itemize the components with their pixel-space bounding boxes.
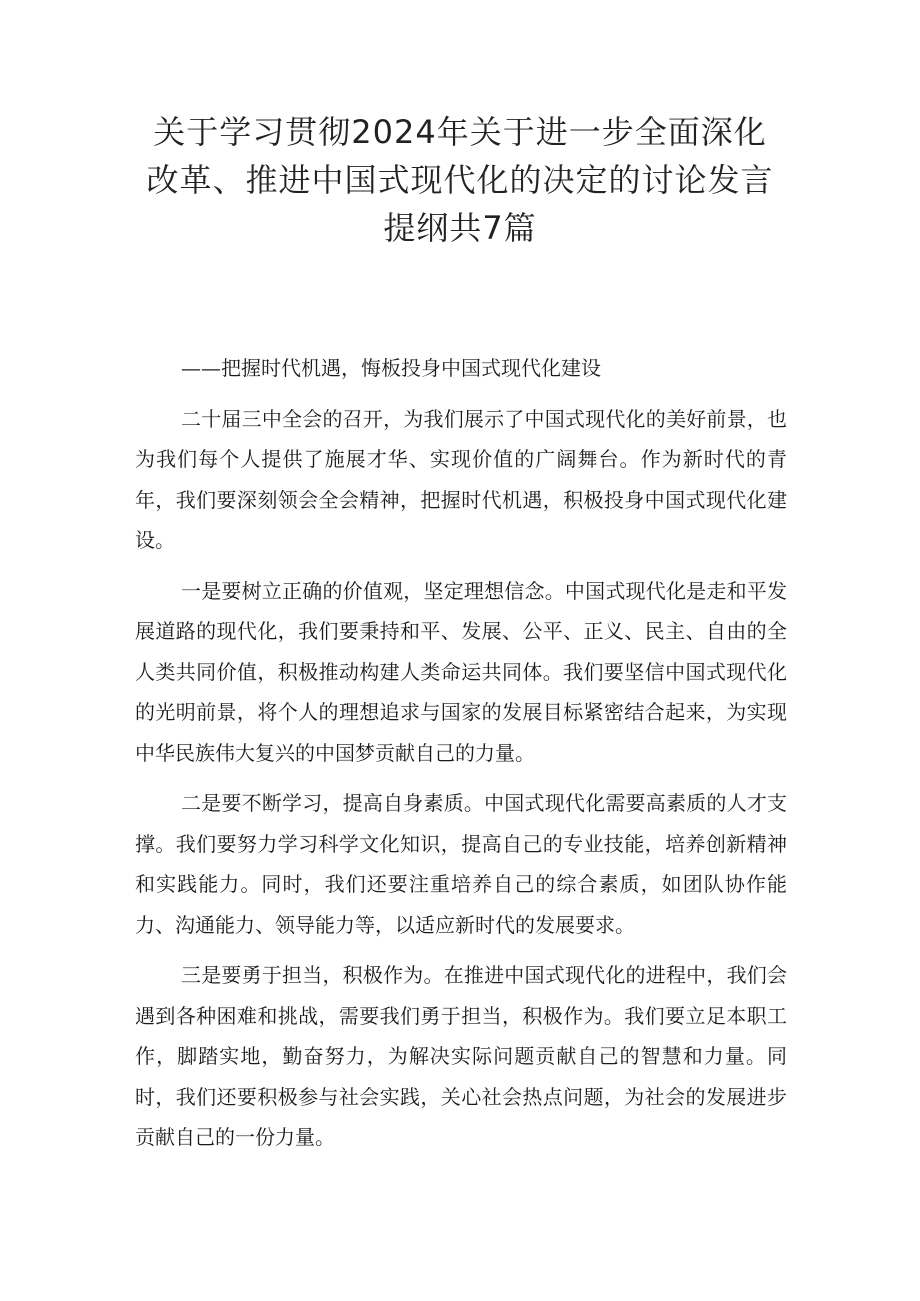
paragraph-point-1: 一是要树立正确的价值观，坚定理想信念。中国式现代化是走和平发展道路的现代化，我们要秉持和平、发展、公平、正义、民主、自由的全人类共同价值，积极推动构建人类命运共同体。我们要坚信中国式现代化的光明前景，将个人的理想追求与国家的发展目标紧密结合起来，为实现中华民族伟大复兴的中国梦贡献自己的力量。 [135, 578, 787, 765]
document-body [135, 348, 787, 1158]
title-line-1: 关于学习贯彻2024年关于进一步全面深化 [153, 113, 767, 151]
document-subtitle: ——把握时代机遇，悔板投身中国式现代化建设 [181, 356, 601, 380]
document-title [0, 108, 920, 252]
paragraph-point-2: 二是要不断学习，提高自身素质。中国式现代化需要高素质的人才支撑。我们要努力学习科学文化知识，提高自己的专业技能，培养创新精神和实践能力。同时，我们还要注重培养自己的综合素质，如团队协作能力、沟通能力、领导能力等，以适应新时代的发展要求。 [135, 791, 787, 937]
title-line-2: 改革、推进中国式现代化的决定的讨论发言 [146, 161, 774, 199]
paragraph-point-3: 三是要勇于担当，积极作为。在推进中国式现代化的进程中，我们会遇到各种困难和挑战，需要我们勇于担当，积极作为。我们要立足本职工作，脚踏实地，勤奋努力，为解决实际问题贡献自己的智慧和力量。同时，我们还要积极参与社会实践，关心社会热点问题，为社会的发展进步贡献自己的一份力量。 [135, 963, 787, 1149]
title-line-3: 提纲共7篇 [383, 209, 537, 247]
paragraph-intro: 二十届三中全会的召开，为我们展示了中国式现代化的美好前景，也为我们每个人提供了施展才华、实现价值的广阔舞台。作为新时代的青年，我们要深刻领会全会精神，把握时代机遇，积极投身中国式现代化建设。 [135, 406, 787, 552]
